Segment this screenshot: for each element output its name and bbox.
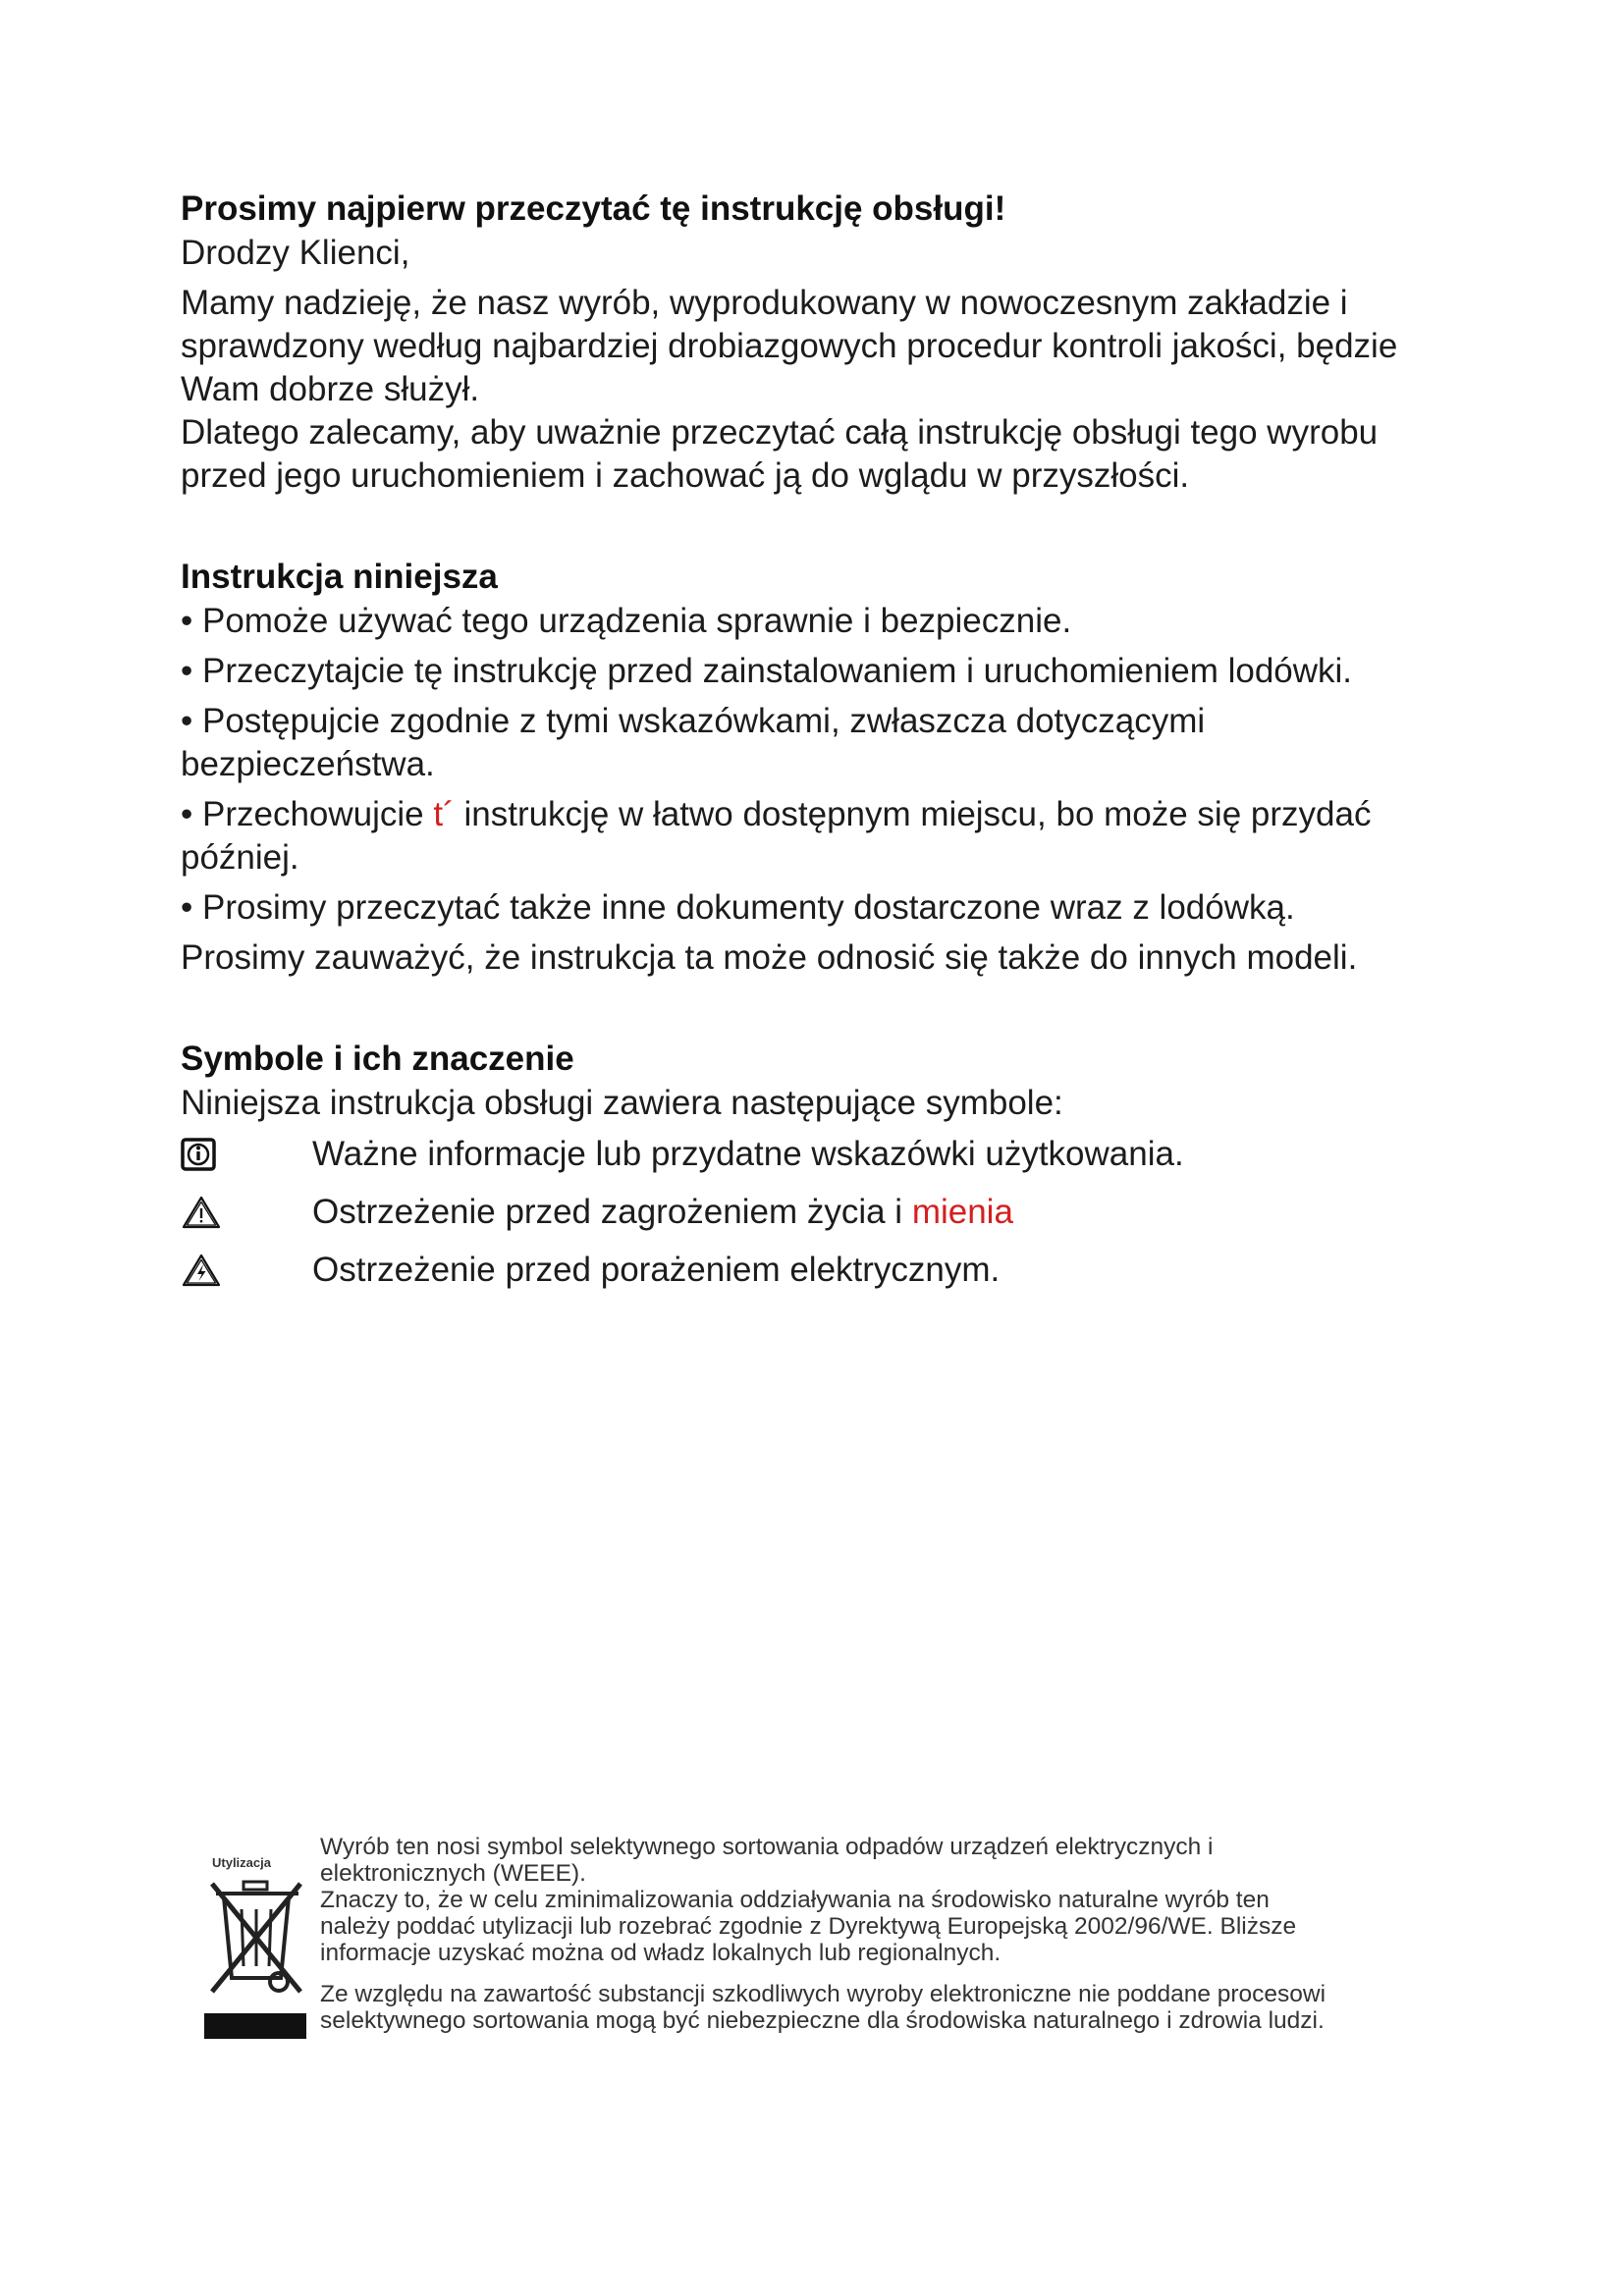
symbol-row-electric (181, 1241, 1457, 1299)
disposal-paragraph-1b: Znaczy to, że w celu zminimalizowania oddziaływania na środowisko naturalne wyrób ten należy poddać utylizacji lub rozebrać zgodnie z Dyrektywą Europejską 2002/96/WE. Bliższe informacje uzyskać można od władz lokalnych lub regionalnych. (320, 1887, 1297, 1966)
weee-logo (202, 1855, 308, 2054)
bullet-5: • Prosimy przeczytać także inne dokumenty dostarczone wraz z lodówką. (181, 888, 1295, 927)
bullet-4-end: instrukcję w łatwo dostępnym miejscu, bo może się przydać później. (181, 795, 1372, 877)
bullet-2: • Przeczytajcie tę instrukcję przed zainstalowaniem i uruchomieniem lodówki. (181, 652, 1353, 690)
models-note: Prosimy zauważyć, że instrukcja ta może odnosić się także do innych modeli. (181, 938, 1358, 977)
warning-icon (181, 1195, 312, 1230)
symbol-row-info (181, 1125, 1457, 1183)
weee-bin-icon (202, 1876, 308, 2049)
bullet-4 (181, 793, 1457, 880)
warning-text (312, 1193, 1013, 1232)
symbols-intro: Niniejsza instrukcja obsługi zawiera następujące symbole: (181, 1084, 1063, 1122)
disposal-paragraph-1: Wyrób ten nosi symbol selektywnego sortowania odpadów urządzeń elektrycznych i elektronicznych (WEEE). (320, 1834, 1214, 1887)
warning-text-start: Ostrzeżenie przed zagrożeniem życia i (312, 1192, 912, 1231)
warning-text-red: mienia (911, 1192, 1013, 1231)
bullet-1: • Pomoże używać tego urządzenia sprawnie i bezpiecznie. (181, 602, 1072, 640)
weee-caption: Utylizacja (212, 1855, 271, 1870)
intro-paragraph-1: Mamy nadzieję, że nasz wyrób, wyprodukowany w nowoczesnym zakładzie i sprawdzony według najbardziej drobiazgowych procedur kontroli jakości, będzie Wam dobrze służył. (181, 284, 1398, 408)
info-icon (181, 1138, 312, 1171)
symbols-title: Symbole i ich znaczenie (181, 1040, 574, 1078)
electric-text: Ostrzeżenie przed porażeniem elektrycznym. (312, 1250, 1001, 1289)
intro-paragraph-2: Dlatego zalecamy, aby uważnie przeczytać całą instrukcję obsługi tego wyrobu przed jego uruchomieniem i zachować ją do wglądu w przyszłości. (181, 413, 1379, 495)
bullet-4-start: • Przechowujcie (181, 795, 434, 833)
instructions-title: Instrukcja niniejsza (181, 558, 498, 596)
greeting: Drodzy Klienci, (181, 234, 410, 272)
symbol-row-warning (181, 1183, 1457, 1241)
electric-warning-icon (181, 1253, 312, 1288)
intro-title: Prosimy najpierw przeczytać tę instrukcję obsługi! (181, 189, 1006, 228)
manual-page (181, 187, 1457, 1299)
bullet-4-red-mark: t´ (433, 795, 455, 833)
disposal-paragraph-2: Ze względu na zawartość substancji szkodliwych wyroby elektroniczne nie poddane procesowi selektywnego sortowania mogą być niebezpieczne dla środowiska naturalnego i zdrowia ludzi. (320, 1981, 1326, 2034)
disposal-text (320, 1834, 1331, 2034)
bullet-3: • Postępujcie zgodnie z tymi wskazówkami, zwłaszcza dotyczącymi bezpieczeństwa. (181, 702, 1206, 783)
info-text: Ważne informacje lub przydatne wskazówki użytkowania. (312, 1134, 1184, 1173)
